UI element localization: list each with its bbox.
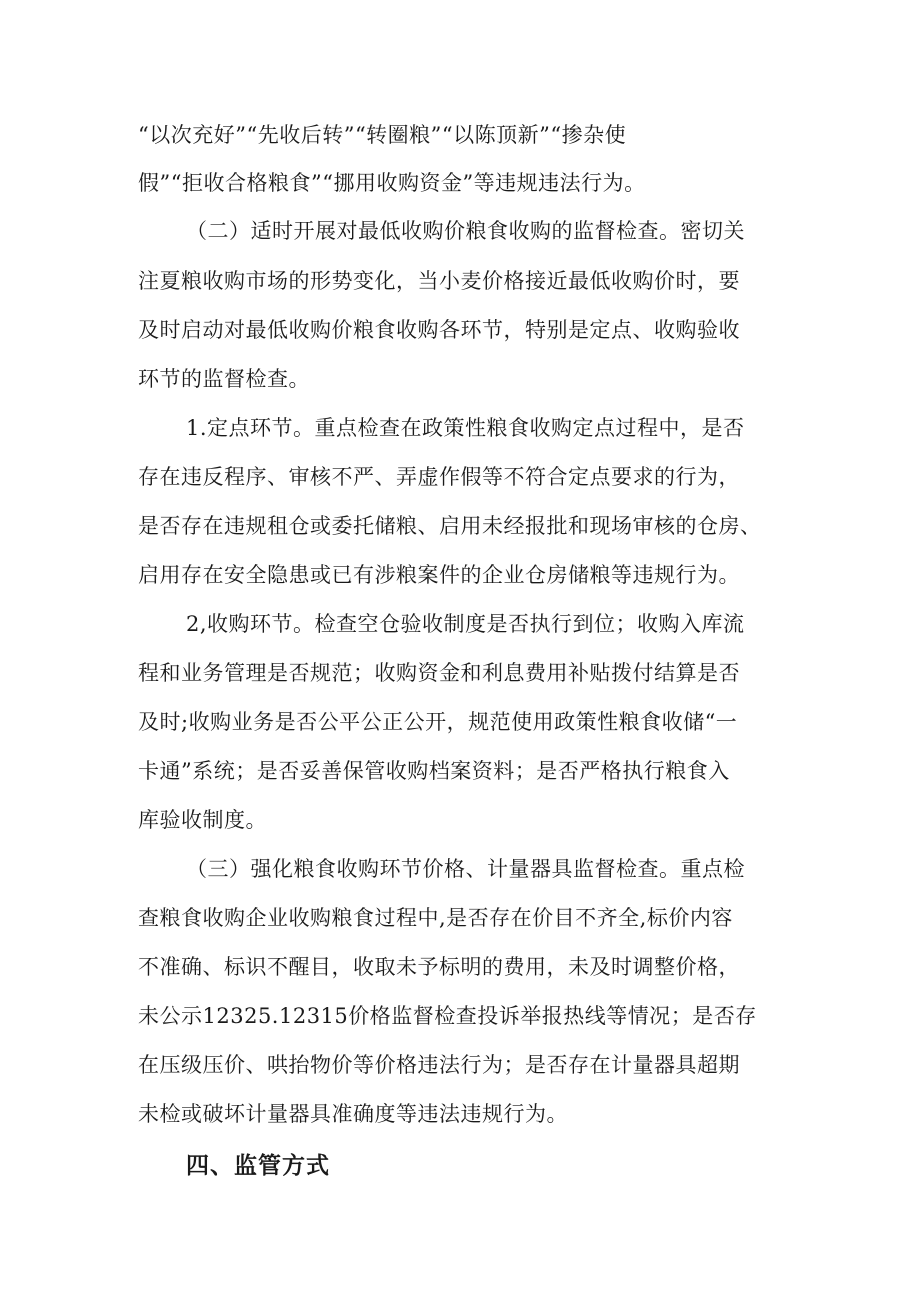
paragraph-line: 查粮食收购企业收购粮食过程中,是否存在价目不齐全,标价内容 — [138, 906, 733, 930]
paragraph-line: 未公示12325.12315价格监督检查投诉举报热线等情况；是否存 — [138, 1004, 757, 1028]
paragraph-line: 是否存在违规租仓或委托储粮、启用未经报批和现场审核的仓房、 — [138, 514, 762, 538]
paragraph-line: 1.定点环节。重点检查在政策性粮食收购定点过程中，是否 — [186, 416, 745, 440]
paragraph-line: （二）适时开展对最低收购价粮食收购的监督检查。密切关 — [186, 219, 745, 243]
paragraph-line: 不准确、标识不醒目，收取未予标明的费用，未及时调整价格， — [138, 955, 740, 979]
paragraph-line: 启用存在安全隐患或已有涉粮案件的企业仓房储粮等违规行为。 — [138, 563, 740, 587]
paragraph-line: 2,收购环节。检查空仓验收制度是否执行到位；收购入库流 — [186, 612, 745, 636]
paragraph-line: 及时启动对最低收购价粮食收购各环节，特别是定点、收购验收 — [138, 318, 740, 342]
paragraph-line: 在压级压价、哄抬物价等价格违法行为；是否存在计量器具超期 — [138, 1053, 740, 1077]
paragraph-line: 程和业务管理是否规范；收购资金和利息费用补贴拨付结算是否 — [138, 661, 740, 685]
paragraph-line: 注夏粮收购市场的形势变化，当小麦价格接近最低收购价时，要 — [138, 269, 740, 293]
section-heading: 四、监管方式 — [186, 1153, 330, 1179]
paragraph-line: 环节的监督检查。 — [138, 367, 310, 391]
paragraph-line: 假”“拒收合格粮食”“挪用收购资金”等违规违法行为。 — [138, 171, 646, 195]
paragraph-line: 未检或破坏计量器具准确度等违法违规行为。 — [138, 1102, 568, 1126]
paragraph-line: 卡通”系统；是否妥善保管收购档案资料；是否严格执行粮食入 — [138, 759, 730, 783]
paragraph-line: 库验收制度。 — [138, 808, 267, 832]
paragraph-line: （三）强化粮食收购环节价格、计量器具监督检查。重点检 — [186, 857, 745, 881]
paragraph-line: 及时;收购业务是否公平公正公开，规范使用政策性粮食收储“一 — [138, 710, 738, 734]
paragraph-line: “以次充好”“先收后转”“转圈粮”“以陈顶新”“掺杂使 — [138, 123, 627, 147]
paragraph-line: 存在违反程序、审核不严、弄虚作假等不符合定点要求的行为， — [138, 465, 740, 489]
